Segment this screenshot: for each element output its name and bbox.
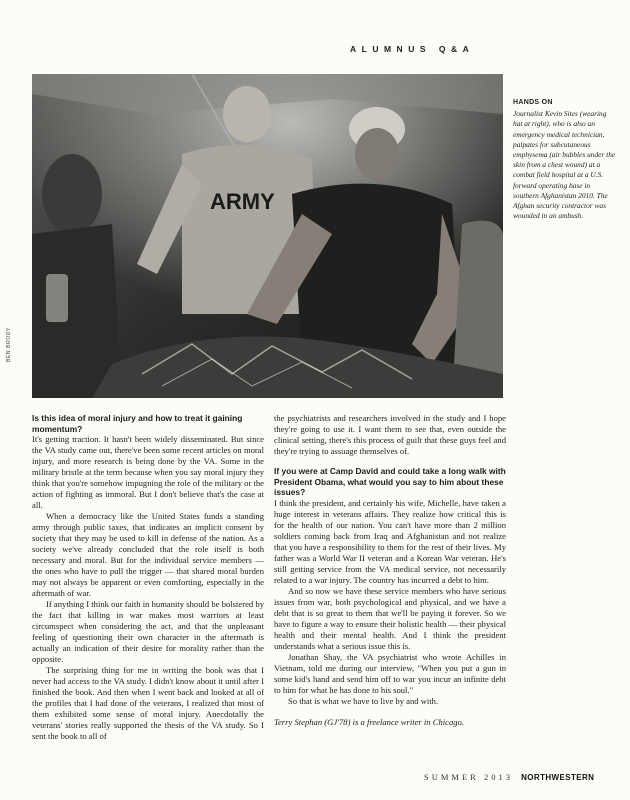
field-hospital-photo xyxy=(32,74,503,398)
section-header: ALUMNUS Q&A xyxy=(350,44,475,54)
question-moral-injury: Is this idea of moral injury and how to treat it gaining momentum? xyxy=(32,413,243,434)
left-column xyxy=(32,413,264,742)
right-column xyxy=(274,413,506,728)
caption-text: Journalist Kevin Sites (wearing hat at right), who is also an emergency medical technician, palpates for subcutaneous emphysema (air bubbles under the skin from a chest wound) at a combat field hospital at a U.S. forward operating base in southern Afghanistan 2010. The Afghan security contractor was wounded in an ambush. xyxy=(513,109,616,221)
answer-paragraph: When a democracy like the United States funds a standing army through public taxes, that indicates an implicit consent by society that they may be used to kill in defense of the nation. As a society we've already concluded that the role itself is both necessary and moral. But for the individual service members — the ones who have to pull the trigger — that shared moral burden may not always be apparent or even comforting, especially in the aftermath of war. xyxy=(32,511,264,598)
magazine-name: NORTHWESTERN xyxy=(521,773,595,782)
author-bio: Terry Stephan (GJ'78) is a freelance writer in Chicago. xyxy=(274,716,465,727)
answer-paragraph: So that is what we have to live by and with. xyxy=(288,695,439,706)
question-camp-david: If you were at Camp David and could take a long walk with President Obama, what would you say to him about these issues? xyxy=(274,466,506,497)
answer-paragraph: It's getting traction. It hasn't been widely disseminated. But since the VA study came out, there've been some recent articles on moral injury, and more research is being done by the VA. Some in the military bristle at the term because when you say moral injury they think that you're somehow impugning the role of the military or the action of fighting as immoral. But I don't believe that's the case at all. xyxy=(32,434,264,510)
photo-caption xyxy=(513,98,617,221)
page-footer xyxy=(424,772,594,782)
answer-paragraph: the psychiatrists and researchers involved in the study and I hope they're going to use it. I want them to see that, even outside the clinical setting, there's this process of guilt that these guys feel and they're trying to assuage themselves of. xyxy=(274,413,506,456)
answer-paragraph: And so now we have these service members who have serious issues from war, both psychological and physical, and we have a debt that is so great to them that we'll be paying it forever. So we have to figure a way to ensure their holistic health — their physical health and their mental health. And I think the president understands what a serious issue this is. xyxy=(274,585,506,651)
issue-season: SUMMER 2013 xyxy=(424,772,513,782)
answer-paragraph: Jonathan Shay, the VA psychiatrist who wrote Achilles in Vietnam, told me during our interview, "When you put a gun in some kid's hand and send him off to war you incur an infinite debt to him for what he has done to his soul." xyxy=(274,651,506,695)
answer-paragraph: I think the president, and certainly his wife, Michelle, have taken a huge interest in veterans affairs. They realize how critical this is for the health of our nation. You can't have more than 2 million soldiers coming back from Iraq and Afghanistan and not realize that you have a responsibility to them for the rest of their lives. My father was a World War II veteran and a Korean War veteran. He's still getting service from the VA medical service, not necessarily related to a war injury. The country has incurred a debt to him. xyxy=(274,497,506,585)
shirt-print: ARMY xyxy=(210,189,275,214)
caption-title: HANDS ON xyxy=(513,99,553,106)
photo-credit: BEN BRODY xyxy=(6,327,12,362)
answer-paragraph: If anything I think our faith in humanity should be bolstered by the fact that killing in war makes most warriors at least circumspect when considering the act, and that the unpleasant feeling of questioning their own character in the aftermath is actually an indication of their desire for morality rather than the opposite. xyxy=(32,599,264,664)
answer-paragraph: The surprising thing for me in writing the book was that I never had access to the VA study. I didn't know about it until after I finished the book. And then when I went back and looked at all of the profiles that I had done of the veterans, I realized that most of them exhibited some sense of moral injury. Anecdotally the veterans' stories really supported the thesis of the VA study. So I sent the book to all of xyxy=(32,665,264,741)
